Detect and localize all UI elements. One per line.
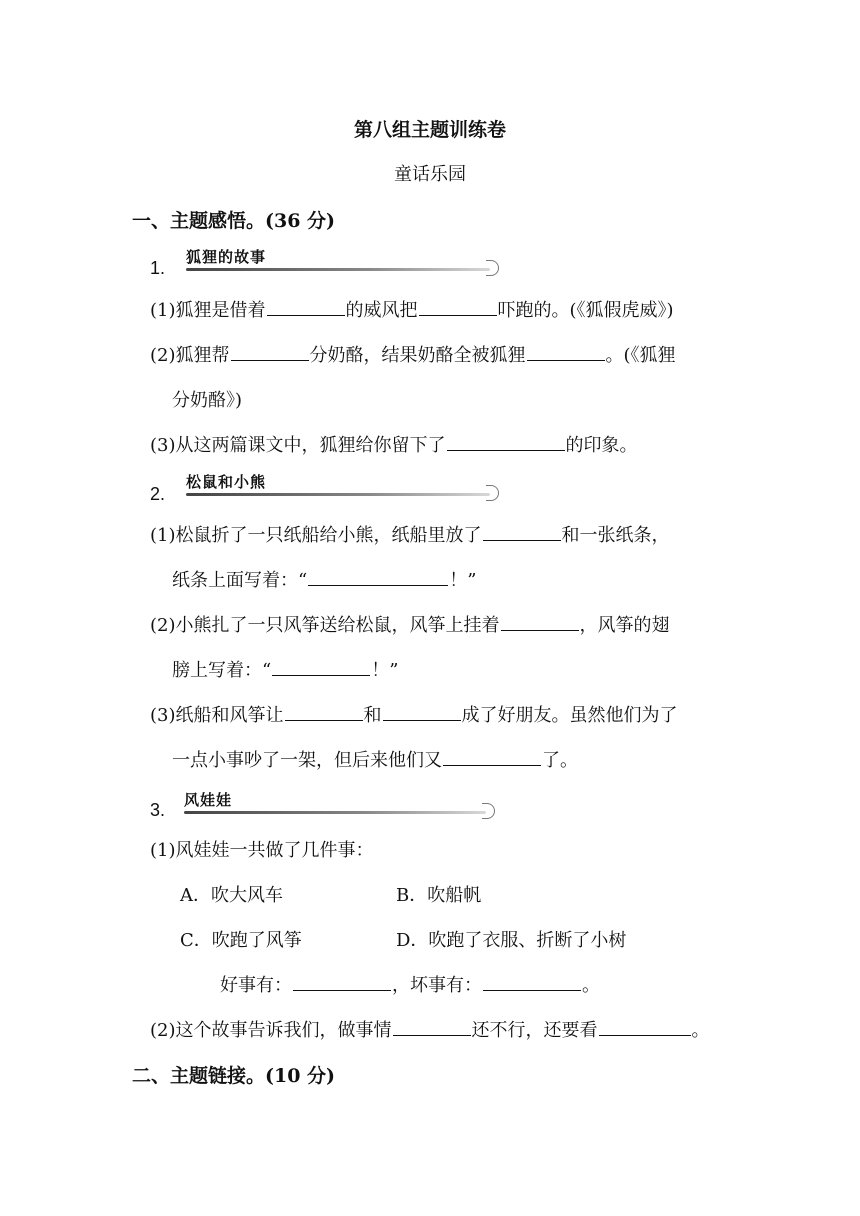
page-subtitle: 童话乐园 [394, 164, 466, 185]
answer-blank[interactable] [285, 702, 363, 721]
question-1-number: 1. [150, 258, 166, 278]
answer-blank[interactable] [272, 657, 370, 676]
text: 和 [363, 705, 382, 726]
answer-blank[interactable] [308, 567, 448, 586]
text: (3)从这两篇课文中，狐狸给你留下了 [150, 435, 446, 456]
text: 一点小事吵了一架，但后来他们又 [172, 750, 442, 771]
text: 还不行，还要看 [471, 1020, 598, 1041]
text: (2)小熊扎了一只风筝送给松鼠，风筝上挂着 [150, 615, 500, 636]
answer-blank[interactable] [483, 522, 561, 541]
question-3-number: 3. [150, 800, 166, 820]
q1-line-2-cont: 分奶酪》) [172, 390, 243, 411]
answer-blank[interactable] [527, 342, 605, 361]
text: 纸条上面写着：“ [172, 570, 308, 591]
text: (1)狐狸是借着 [150, 300, 266, 321]
q3-line-2 [150, 1016, 710, 1042]
text: (1)松鼠折了一只纸船给小熊，纸船里放了 [150, 525, 482, 546]
q2-line-2-cont [172, 656, 398, 682]
answer-blank[interactable] [419, 297, 497, 316]
text: 成了好朋友。虽然他们为了 [461, 705, 678, 726]
answer-blank[interactable] [443, 747, 541, 766]
page-title: 第八组主题训练卷 [353, 119, 506, 141]
text: 好事有： [220, 975, 292, 996]
banner-line [186, 268, 490, 271]
q1-line-3 [150, 431, 638, 457]
answer-blank[interactable] [501, 612, 579, 631]
question-2-number: 2. [150, 484, 166, 504]
banner-line [186, 493, 490, 496]
answer-blank[interactable] [293, 972, 391, 991]
text: 。(《狐狸 [605, 345, 676, 366]
text: ，风筝的翅 [579, 615, 670, 636]
answer-blank[interactable] [483, 972, 581, 991]
banner-cap-icon [486, 485, 499, 501]
banner-cap-icon [486, 260, 499, 276]
option-c: C．吹跑了风筝 [180, 930, 302, 951]
text: ，坏事有： [392, 975, 482, 996]
text: (2)这个故事告诉我们，做事情 [150, 1020, 392, 1041]
question-3-banner [184, 789, 504, 819]
section-2-heading: 二、主题链接。(10 分) [132, 1065, 336, 1087]
text: 吓跑的。(《狐假虎威》) [497, 300, 674, 321]
text: 分奶酪，结果奶酪全被狐狸 [309, 345, 526, 366]
text: (2)狐狸帮 [150, 345, 230, 366]
answer-blank[interactable] [383, 702, 461, 721]
answer-blank[interactable] [599, 1017, 691, 1036]
q2-line-2 [150, 611, 670, 637]
question-3-banner-label: 风娃娃 [184, 791, 233, 809]
question-1-banner-label: 狐狸的故事 [186, 248, 267, 266]
banner-line [184, 811, 486, 814]
text: (3)纸船和风筝让 [150, 705, 284, 726]
answer-blank[interactable] [267, 297, 345, 316]
text: 的印象。 [565, 435, 638, 456]
text: 膀上写着：“ [172, 660, 272, 681]
q2-line-1 [150, 521, 670, 547]
q1-line-1 [150, 296, 674, 322]
banner-cap-icon [482, 803, 495, 819]
text: ！” [371, 660, 399, 681]
text: 。 [582, 975, 600, 996]
q1-line-2 [150, 341, 676, 367]
answer-blank[interactable] [447, 432, 565, 451]
option-a: A．吹大风车 [180, 885, 283, 906]
q2-line-3 [150, 701, 678, 727]
text: ！” [449, 570, 477, 591]
text: 的威风把 [345, 300, 418, 321]
answer-blank[interactable] [393, 1017, 471, 1036]
question-1-banner [186, 246, 506, 276]
text: 。 [691, 1020, 710, 1041]
option-d: D．吹跑了衣服、折断了小树 [396, 930, 627, 951]
q2-line-1-cont [172, 566, 476, 592]
q3-line-1: (1)风娃娃一共做了几件事： [150, 840, 374, 861]
section-1-heading: 一、主题感悟。(36 分) [132, 210, 336, 232]
text: 和一张纸条， [561, 525, 670, 546]
option-b: B．吹船帆 [396, 885, 482, 906]
answer-blank[interactable] [231, 342, 309, 361]
q3-good-bad-line [220, 971, 600, 997]
q2-line-3-cont [172, 746, 578, 772]
question-2-banner-label: 松鼠和小熊 [186, 473, 267, 491]
text: 了。 [542, 750, 578, 771]
question-2-banner [186, 471, 506, 501]
